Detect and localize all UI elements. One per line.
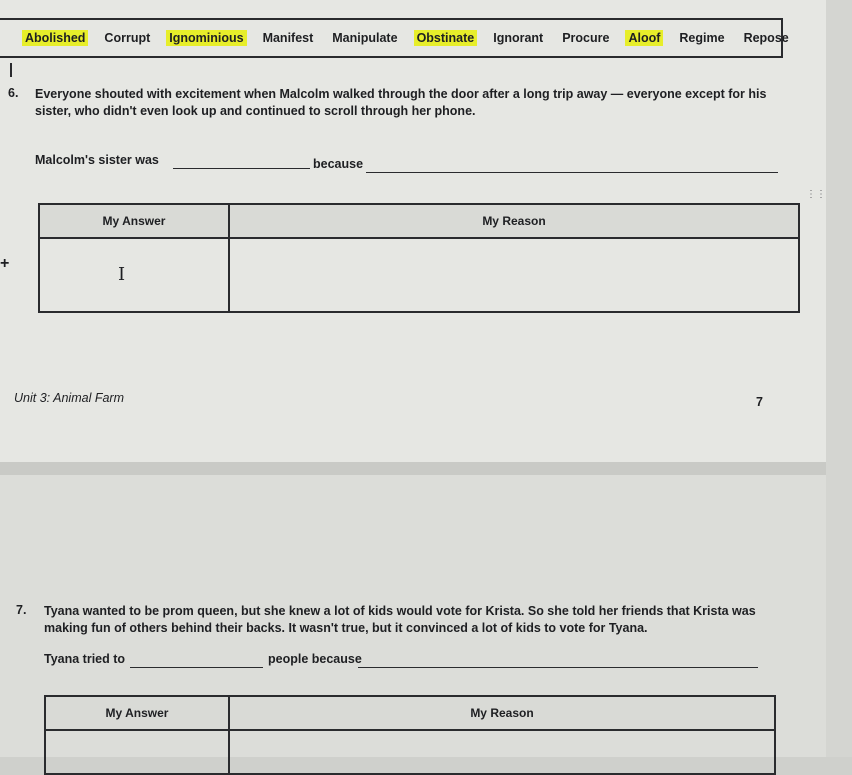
question-7-number: 7. (16, 603, 27, 617)
word-manipulate: Manipulate (332, 31, 398, 45)
table-header-my-reason: My Reason (229, 696, 775, 730)
reason-cell[interactable] (229, 238, 799, 312)
question-6-blank-2[interactable] (366, 172, 778, 173)
word-repose: Repose (743, 31, 789, 45)
question-6-text (35, 86, 805, 120)
word-obstinate: Obstinate (414, 30, 478, 46)
word-corrupt: Corrupt (104, 31, 151, 45)
word-regime: Regime (679, 31, 725, 45)
text-caret (10, 63, 12, 77)
word-procure: Procure (562, 31, 610, 45)
question-7-fill-because: people because (268, 652, 362, 666)
question-6-answer-table (38, 203, 800, 313)
table-move-handle-icon[interactable]: ⋮⋮ (806, 189, 826, 200)
answer-cell[interactable] (39, 238, 229, 312)
question-7-blank-1[interactable] (130, 667, 263, 668)
document-background-edge (826, 0, 852, 757)
unit-title: Unit 3: Animal Farm (14, 391, 124, 405)
word-bank (0, 18, 789, 58)
table-header-my-answer: My Answer (39, 204, 229, 238)
word-ignominious: Ignominious (166, 30, 246, 46)
word-abolished: Abolished (22, 30, 88, 46)
question-6-number: 6. (8, 86, 19, 100)
text-cursor-ibeam-icon: I (118, 264, 126, 285)
worksheet-page-2 (0, 475, 826, 757)
table-header-my-reason: My Reason (229, 204, 799, 238)
page-divider (0, 462, 852, 475)
table-header-my-answer: My Answer (45, 696, 229, 730)
question-7-fill-prefix: Tyana tried to (44, 652, 126, 666)
word-manifest: Manifest (262, 31, 314, 45)
question-7-line-1: Tyana wanted to be prom queen, but she knew a lot of kids would vote for Krista. So she told her friends that Krista was (44, 604, 756, 618)
word-ignorant: Ignorant (493, 31, 544, 45)
question-6-line-2: sister, who didn't even look up and continued to scroll through her phone. (35, 104, 476, 118)
question-6-fill-prefix: Malcolm's sister was (35, 153, 159, 167)
question-6-fill-because: because (313, 157, 364, 171)
question-7-answer-table (44, 695, 776, 775)
add-row-plus-icon[interactable]: + (0, 255, 10, 272)
question-6-line-1: Everyone shouted with excitement when Malcolm walked through the door after a long trip away — everyone except for his (35, 87, 767, 101)
answer-cell[interactable] (45, 730, 229, 774)
question-7-blank-2[interactable] (358, 667, 758, 668)
question-7-text (44, 603, 804, 637)
reason-cell[interactable] (229, 730, 775, 774)
question-7-line-2: making fun of others behind their backs. It wasn't true, but it convinced a lot of kids to vote for Tyana. (44, 621, 648, 635)
page-number: 7 (756, 395, 763, 409)
word-aloof: Aloof (625, 30, 663, 46)
question-6-blank-1[interactable] (173, 168, 310, 169)
